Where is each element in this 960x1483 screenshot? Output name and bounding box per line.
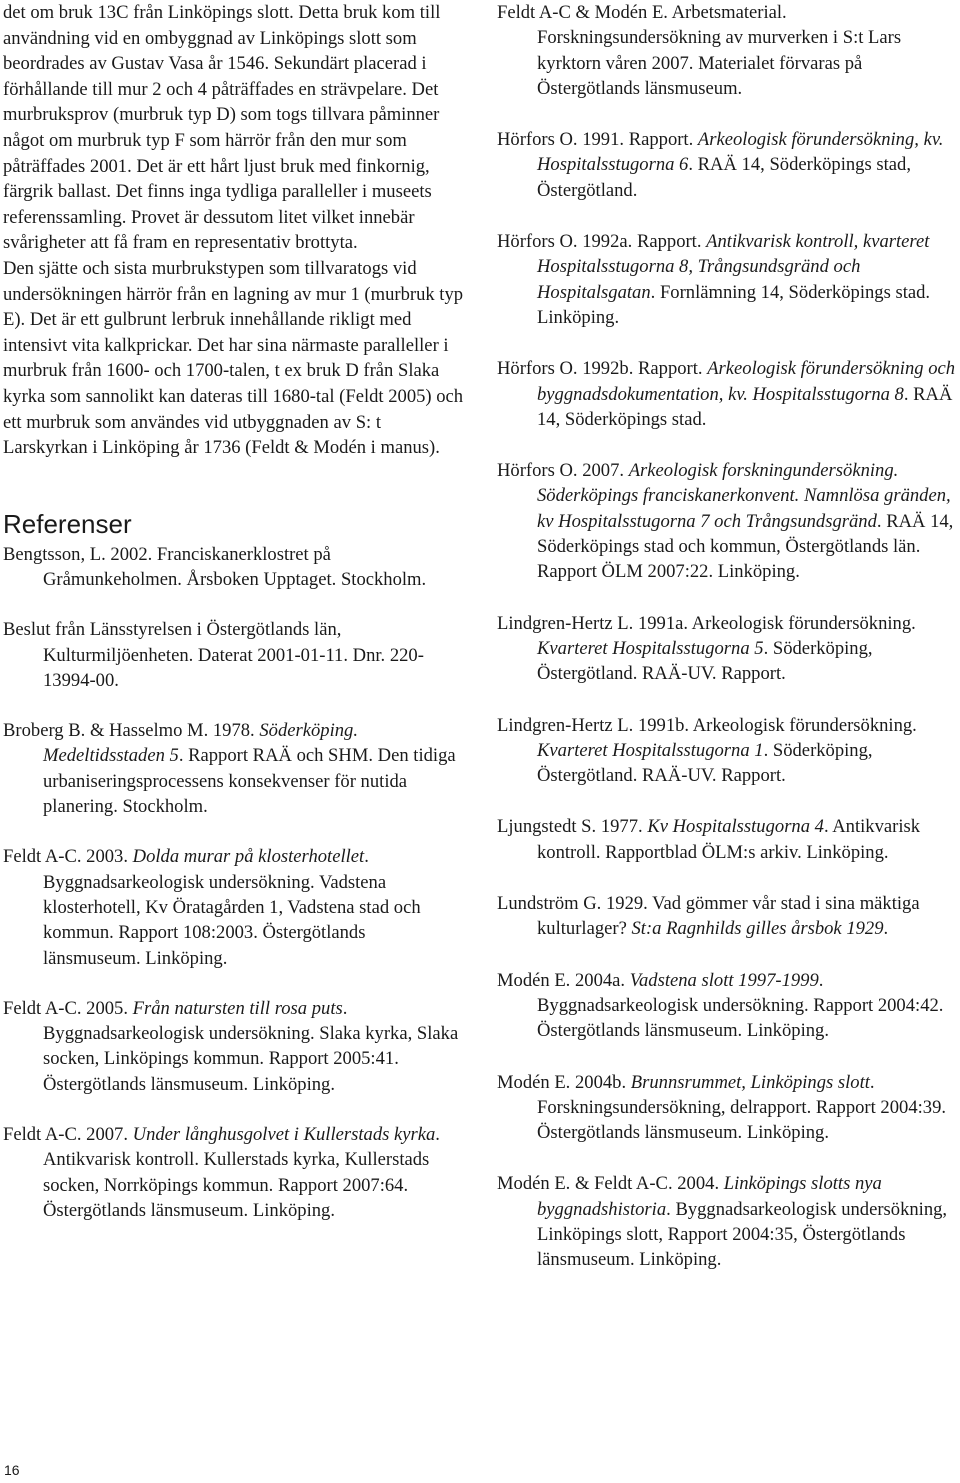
body-text [3, 0, 465, 461]
reference-entry: Feldt A-C. 2005. Från natursten till rosa puts. Byggnadsarkeologisk undersökning. Slaka kyrka, Slaka socken, Linköpings kommun. Rapport 2005:41. Östergötlands länsmuseum. Linköping. [3, 997, 459, 1095]
reference-entry: Ljungstedt S. 1977. Kv Hospitalsstugorna 4. Antikvarisk kontroll. Rapportblad ÖLM:s arkiv. Linköping. [497, 816, 921, 863]
references-list-left [3, 542, 465, 1224]
reference-entry: Lundström G. 1929. Vad gömmer vår stad i sina mäktiga kulturlager? St:a Ragnhilds gilles årsbok 1929. [497, 893, 920, 940]
reference-entry: Modén E. 2004b. Brunnsrummet, Linköpings slott. Forskningsundersökning, delrapport. Rapport 2004:39. Östergötlands länsmuseum. Linköping. [497, 1071, 947, 1144]
references-heading: Referenser [3, 508, 132, 539]
reference-entry: Bengtsson, L. 2002. Franciskanerklostret på Gråmunkeholmen. Årsboken Upptaget. Stockholm. [3, 543, 427, 590]
reference-entry: Hörfors O. 2007. Arkeologisk forskningundersökning. Söderköpings franciskanerkonvent. Namnlösa gränden, kv Hospitalsstugorna 7 och Trångsundsgränd. RAÄ 14, Söderköpings stad och kommun, Östergötlands län. Rapport ÖLM 2007:22. Linköping. [497, 460, 954, 583]
reference-entry: Feldt A-C. 2007. Under långhusgolvet i Kullerstads kyrka. Antikvarisk kontroll. Kullerstads kyrka, Kullerstads socken, Norrköpings kommun. Rapport 2007:64. Östergötlands länsmuseum. Linköping. [3, 1124, 440, 1221]
reference-entry: Lindgren-Hertz L. 1991b. Arkeologisk förundersökning. Kvarteret Hospitalsstugorna 1. Söderköping, Östergötland. RAÄ-UV. Rapport. [497, 714, 917, 787]
body-paragraph: det om bruk 13C från Linköpings slott. Detta bruk kom till användning vid en ombyggnad av Linköpings slott som beordrades av Gustav Vasa år 1546. Sekundärt placerad i förhållande till mur 2 och 4 påträffades en strävpelare. Det murbruksprov (murbruk typ D) som togs tillvara påminner något om murbruk typ F som härrör från den mur som påträffades 2001. Det är ett hårt ljust bruk med finkornig, färgrik ballast. Det finns inga tydliga paralleller i museets referenssamling. Provet är dessutom litet vilket innebär svårigheter att få fram en representativ brottyta. [3, 2, 441, 254]
reference-entry: Lindgren-Hertz L. 1991a. Arkeologisk förundersökning. Kvarteret Hospitalsstugorna 5. Söderköping, Östergötland. RAÄ-UV. Rapport. [497, 612, 916, 685]
reference-entry: Feldt A-C. 2003. Dolda murar på klosterhotellet. Byggnadsarkeologisk undersökning. Vadstena klosterhotell, Kv Öratagården 1, Vadstena stad och kommun. Rapport 108:2003. Östergötlands länsmuseum. Linköping. [3, 846, 421, 969]
reference-entry: Hörfors O. 1991. Rapport. Arkeologisk förundersökning, kv. Hospitalsstugorna 6. RAÄ 14, Söderköpings stad, Östergötland. [497, 129, 944, 201]
body-paragraph: Den sjätte och sista murbrukstypen som tillvaratogs vid undersökningen härrör från en lagning av mur 1 (murbruk typ E). Det är ett gulbrunt lerbruk innehållande rikligt med intensivt vita kalkprickar. Det har sina närmaste paralleller i murbruk från 1600- och 1700-talen, t ex bruk D från Slaka kyrka som sannolikt kan dateras till 1680-tal (Feldt 2005) och ett murbruk som användes vid utbyggnaden av S: t Larskyrkan i Linköping år 1736 (Feldt & Modén i manus). [3, 257, 464, 459]
page-number: 16 [4, 1462, 20, 1478]
reference-entry: Broberg B. & Hasselmo M. 1978. Söderköping. Medeltidsstaden 5. Rapport RAÄ och SHM. Den tidiga urbaniseringsprocessens konsekvenser för nutida planering. Stockholm. [3, 720, 456, 818]
references-list-right [497, 0, 959, 1273]
reference-entry: Hörfors O. 1992b. Rapport. Arkeologisk förundersökning och byggnadsdokumentation, kv. Hospitalsstugorna 8. RAÄ 14, Söderköpings stad. [497, 358, 956, 430]
right-column [497, 0, 959, 1273]
reference-entry: Feldt A-C & Modén E. Arbetsmaterial. Forskningsundersökning av murverken i S:t Lars kyrktorn våren 2007. Materialet förvaras på Östergötlands länsmuseum. [497, 2, 902, 99]
left-column [3, 0, 465, 1223]
reference-entry: Modén E. 2004a. Vadstena slott 1997-1999. Byggnadsarkeologisk undersökning. Rapport 2004:42. Östergötlands länsmuseum. Linköping. [497, 969, 944, 1042]
reference-entry: Beslut från Länsstyrelsen i Östergötlands län, Kulturmiljöenheten. Daterat 2001-01-11. Dnr. 220-13994-00. [3, 619, 424, 691]
reference-entry: Modén E. & Feldt A-C. 2004. Linköpings slotts nya byggnadshistoria. Byggnadsarkeologisk undersökning, Linköpings slott, Rapport 2004:35, Östergötlands länsmuseum. Linköping. [497, 1173, 948, 1271]
reference-entry: Hörfors O. 1992a. Rapport. Antikvarisk kontroll, kvarteret Hospitalsstugorna 8, Trångsundsgränd och Hospitalsgatan. Fornlämning 14, Söderköpings stad. Linköping. [497, 231, 931, 328]
